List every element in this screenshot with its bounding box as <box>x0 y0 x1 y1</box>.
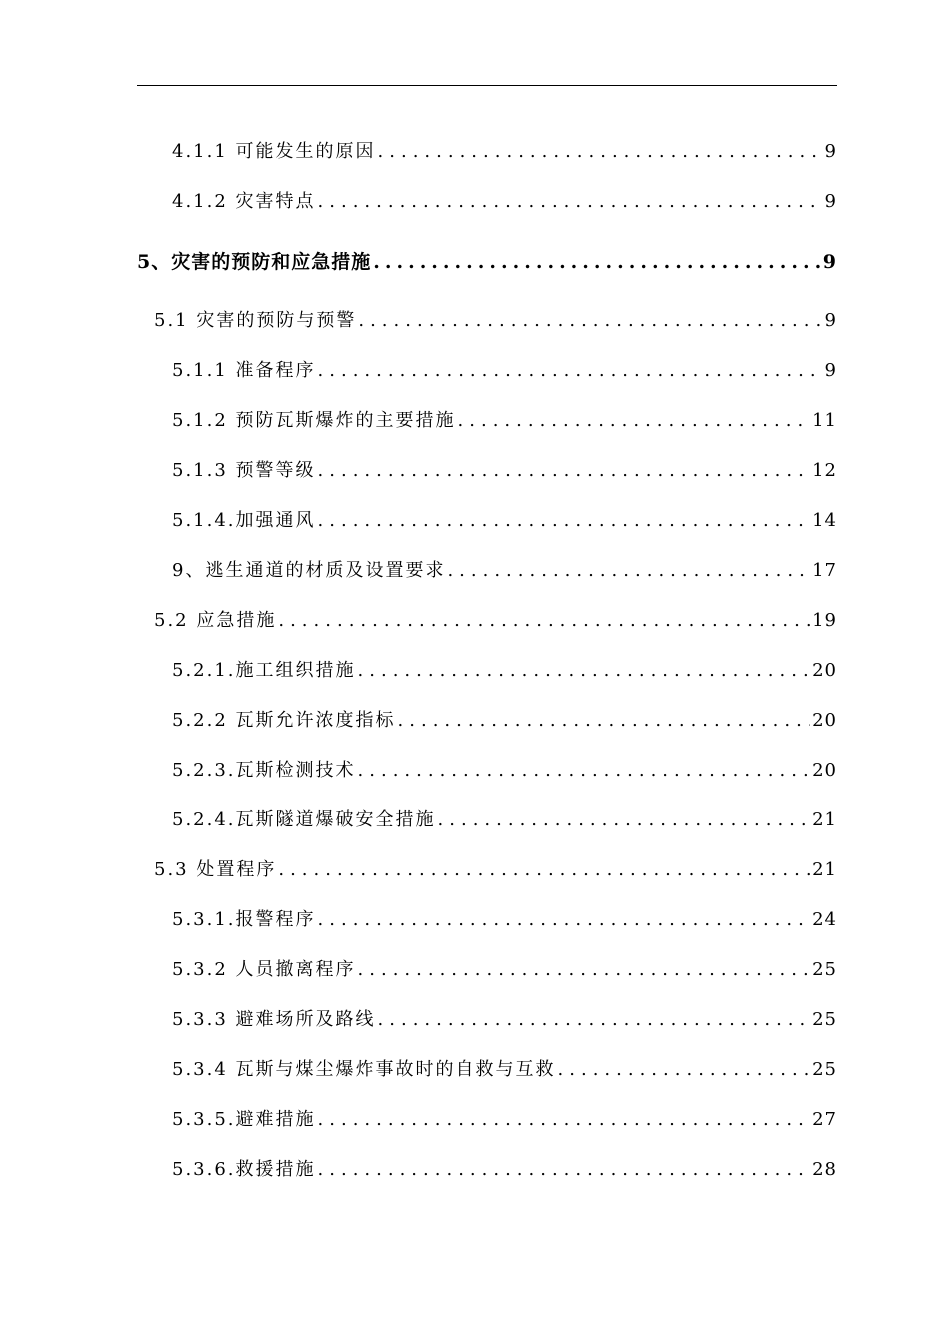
toc-entry[interactable] <box>172 406 837 436</box>
toc-dot-leader <box>458 410 811 431</box>
toc-entry-title: 5.1.3 预警等级 <box>172 460 316 481</box>
toc-entry-title: 5.3 处置程序 <box>154 859 277 880</box>
toc-entry[interactable] <box>172 756 837 786</box>
toc-entry-page: 12 <box>812 460 837 481</box>
toc-dot-leader <box>447 560 810 581</box>
toc-dot-leader <box>318 360 823 381</box>
toc-entry-title: 5.2 应急措施 <box>154 610 277 631</box>
toc-entry-title: 5.1 灾害的预防与预警 <box>154 310 357 331</box>
toc-dot-leader <box>378 1009 811 1030</box>
toc-entry-title: 5.3.4 瓦斯与煤尘爆炸事故时的自救与互救 <box>172 1059 556 1080</box>
toc-entry-title: 5.3.1.报警程序 <box>172 909 316 930</box>
toc-entry-page: 25 <box>812 1059 837 1080</box>
toc-entry[interactable] <box>172 955 837 985</box>
toc-entry-page: 21 <box>812 859 837 880</box>
toc-entry[interactable] <box>172 456 837 486</box>
toc-entry-page: 17 <box>812 560 837 581</box>
toc-entry-page: 28 <box>812 1159 837 1180</box>
toc-dot-leader <box>318 1109 811 1130</box>
toc-dot-leader <box>558 1059 811 1080</box>
toc-entry-title: 5.3.5.避难措施 <box>172 1109 316 1130</box>
toc-entry[interactable] <box>172 1005 837 1035</box>
toc-dot-leader <box>278 610 810 631</box>
toc-dot-leader <box>318 909 811 930</box>
toc-dot-leader <box>318 191 823 212</box>
toc-entry-title: 5.1.1 准备程序 <box>172 360 316 381</box>
toc-entry[interactable] <box>172 356 837 386</box>
toc-entry-page: 9 <box>822 251 837 273</box>
toc-entry-title: 5.1.4.加强通风 <box>172 510 316 531</box>
toc-entry-page: 9 <box>824 141 837 162</box>
toc-dot-leader <box>318 460 811 481</box>
toc-entry-page: 20 <box>812 660 837 681</box>
toc-dot-leader <box>398 710 811 731</box>
toc-entry-title: 5.3.2 人员撤离程序 <box>172 959 356 980</box>
toc-entry-title: 4.1.1 可能发生的原因 <box>172 141 376 162</box>
toc-entry-page: 25 <box>812 1009 837 1030</box>
toc-entry[interactable] <box>137 247 837 277</box>
toc-entry[interactable] <box>172 656 837 686</box>
toc-entry[interactable] <box>172 187 837 217</box>
toc-entry-page: 20 <box>812 760 837 781</box>
toc-entry-title: 5.2.3.瓦斯检测技术 <box>172 760 356 781</box>
toc-entry-title: 5.2.2 瓦斯允许浓度指标 <box>172 710 396 731</box>
toc-entry-title: 5.2.1.施工组织措施 <box>172 660 356 681</box>
toc-entry-page: 9 <box>824 360 837 381</box>
toc-entry-page: 9 <box>824 191 837 212</box>
toc-dot-leader <box>358 660 811 681</box>
toc-entry[interactable] <box>172 1155 837 1185</box>
toc-entry-page: 9 <box>824 310 837 331</box>
toc-entry-page: 27 <box>812 1109 837 1130</box>
toc-entry-page: 19 <box>812 610 837 631</box>
toc-entry-page: 20 <box>812 710 837 731</box>
toc-entry-title: 5.3.3 避难场所及路线 <box>172 1009 376 1030</box>
toc-entry-page: 24 <box>812 909 837 930</box>
toc-entry[interactable] <box>172 1055 837 1085</box>
toc-dot-leader <box>373 251 821 273</box>
toc-entry[interactable] <box>154 855 837 885</box>
toc-entry[interactable] <box>172 706 837 736</box>
toc-dot-leader <box>358 959 811 980</box>
toc-entry-page: 21 <box>812 809 837 830</box>
toc-entry[interactable] <box>154 606 837 636</box>
toc-entry-page: 11 <box>812 410 837 431</box>
toc-dot-leader <box>318 510 811 531</box>
toc-entry-title: 5.3.6.救援措施 <box>172 1159 316 1180</box>
toc-entry[interactable] <box>154 306 837 336</box>
toc-entry-title: 4.1.2 灾害特点 <box>172 191 316 212</box>
toc-entry-page: 25 <box>812 959 837 980</box>
toc-entry[interactable] <box>172 506 837 536</box>
toc-dot-leader <box>278 859 810 880</box>
toc-entry-title: 5.2.4.瓦斯隧道爆破安全措施 <box>172 809 436 830</box>
toc-dot-leader <box>378 141 823 162</box>
toc-entry[interactable] <box>172 1105 837 1135</box>
toc-entry-title: 5.1.2 预防瓦斯爆炸的主要措施 <box>172 410 456 431</box>
toc-entry-title: 9、逃生通道的材质及设置要求 <box>172 560 446 581</box>
toc-dot-leader <box>318 1159 811 1180</box>
toc-entry[interactable] <box>172 556 837 586</box>
toc-entry-title: 5、灾害的预防和应急措施 <box>137 251 372 273</box>
toc-entry[interactable] <box>172 905 837 935</box>
toc-dot-leader <box>358 760 811 781</box>
toc-dot-leader <box>438 809 811 830</box>
toc-entry-page: 14 <box>812 510 837 531</box>
toc-dot-leader <box>358 310 822 331</box>
toc-entry[interactable] <box>172 137 837 167</box>
toc-entry[interactable] <box>172 805 837 835</box>
